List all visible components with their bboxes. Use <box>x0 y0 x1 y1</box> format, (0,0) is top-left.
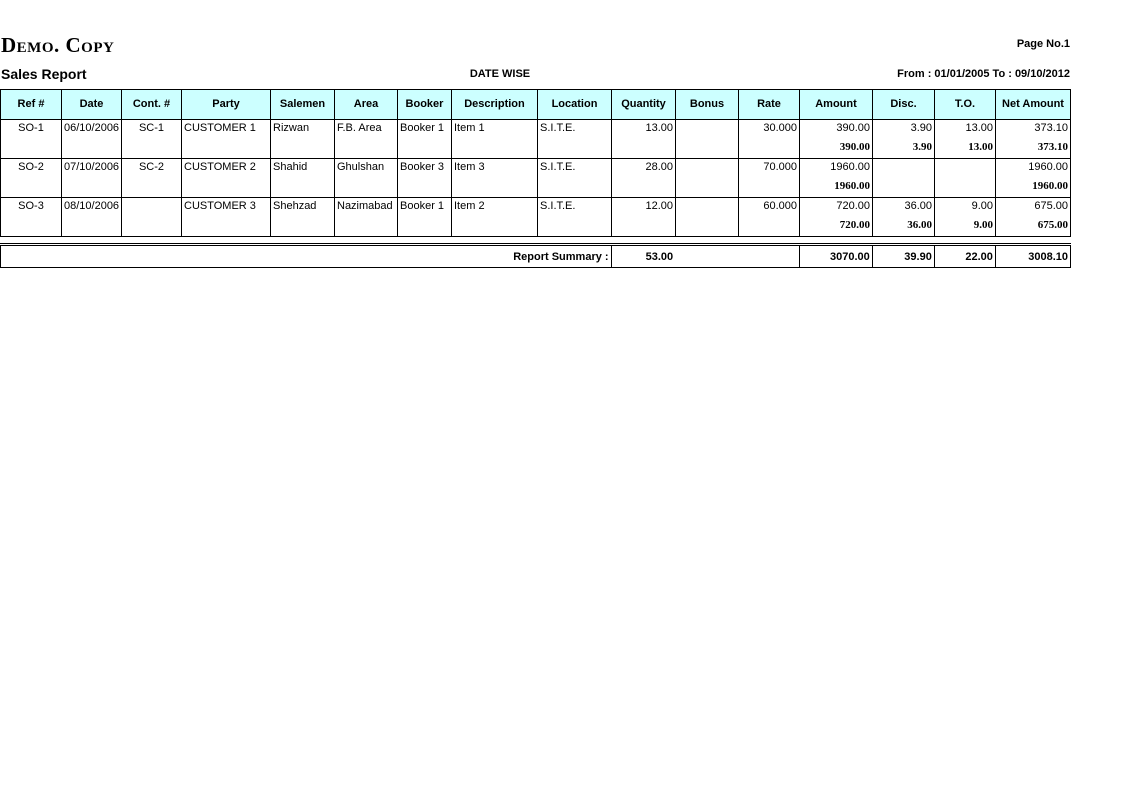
cell-party: CUSTOMER 1 <box>182 120 271 140</box>
subtotal-empty-cell <box>398 217 452 237</box>
table-header-row <box>1 90 1071 120</box>
date-range: From : 01/01/2005 To : 09/10/2012 <box>897 68 1070 80</box>
subtotal-empty-cell <box>452 217 538 237</box>
cell-disc <box>873 159 935 179</box>
subtotal-empty-cell <box>62 178 122 198</box>
cell-party: CUSTOMER 2 <box>182 159 271 179</box>
cell-location: S.I.T.E. <box>538 120 612 140</box>
cell-to <box>935 159 996 179</box>
subtotal-to: 13.00 <box>935 139 996 159</box>
subtotal-empty-cell <box>62 139 122 159</box>
table-row <box>1 159 1071 179</box>
subtotal-empty-cell <box>182 178 271 198</box>
col-header-salesman: Salemen <box>271 90 335 120</box>
subtotal-empty-cell <box>612 217 676 237</box>
subtotal-disc <box>873 178 935 198</box>
cell-ref: SO-2 <box>1 159 62 179</box>
col-header-location: Location <box>538 90 612 120</box>
col-header-description: Description <box>452 90 538 120</box>
sales-table <box>0 89 1071 237</box>
demo-copy-title: Demo. Copy <box>1 33 115 57</box>
cell-net: 373.10 <box>996 120 1071 140</box>
cell-rate: 30.000 <box>739 120 800 140</box>
cell-booker: Booker 1 <box>398 120 452 140</box>
subtotal-empty-cell <box>452 139 538 159</box>
cell-date: 07/10/2006 <box>62 159 122 179</box>
report-subtitle: DATE WISE <box>469 68 531 80</box>
summary-divider <box>0 243 1071 244</box>
cell-area: F.B. Area <box>335 120 398 140</box>
summary-spacer <box>675 246 799 268</box>
subtotal-empty-cell <box>612 178 676 198</box>
subtotal-empty-cell <box>739 217 800 237</box>
col-header-date: Date <box>62 90 122 120</box>
cell-cont: SC-2 <box>122 159 182 179</box>
cell-amount: 390.00 <box>800 120 873 140</box>
subtotal-empty-cell <box>398 139 452 159</box>
report-summary-row <box>0 245 1071 268</box>
subtotal-empty-cell <box>1 139 62 159</box>
col-header-bonus: Bonus <box>676 90 739 120</box>
cell-quantity: 13.00 <box>612 120 676 140</box>
cell-date: 06/10/2006 <box>62 120 122 140</box>
subtotal-net: 373.10 <box>996 139 1071 159</box>
cell-salesman: Shahid <box>271 159 335 179</box>
cell-description: Item 3 <box>452 159 538 179</box>
cell-area: Nazimabad <box>335 198 398 218</box>
table-row-subtotal <box>1 139 1071 159</box>
subtotal-empty-cell <box>612 139 676 159</box>
page-number: Page No.1 <box>1016 38 1070 50</box>
cell-bonus <box>676 198 739 218</box>
subtotal-net: 1960.00 <box>996 178 1071 198</box>
summary-quantity: 53.00 <box>611 246 675 268</box>
col-header-amount: Amount <box>800 90 873 120</box>
subtotal-empty-cell <box>182 139 271 159</box>
cell-net: 1960.00 <box>996 159 1071 179</box>
subtotal-empty-cell <box>538 217 612 237</box>
col-header-to: T.O. <box>935 90 996 120</box>
subtotal-to: 9.00 <box>935 217 996 237</box>
subtotal-amount: 390.00 <box>800 139 873 159</box>
col-header-cont: Cont. # <box>122 90 182 120</box>
subtotal-empty-cell <box>62 217 122 237</box>
subtotal-empty-cell <box>1 217 62 237</box>
subtotal-amount: 1960.00 <box>800 178 873 198</box>
col-header-area: Area <box>335 90 398 120</box>
table-row <box>1 120 1071 140</box>
subtotal-empty-cell <box>1 178 62 198</box>
cell-cont: SC-1 <box>122 120 182 140</box>
subtotal-disc: 3.90 <box>873 139 935 159</box>
cell-description: Item 1 <box>452 120 538 140</box>
cell-quantity: 12.00 <box>612 198 676 218</box>
subtotal-amount: 720.00 <box>800 217 873 237</box>
subtotal-empty-cell <box>335 178 398 198</box>
subtotal-empty-cell <box>452 178 538 198</box>
subtotal-empty-cell <box>676 217 739 237</box>
subtotal-empty-cell <box>398 178 452 198</box>
cell-salesman: Shehzad <box>271 198 335 218</box>
summary-label: Report Summary : <box>1 246 612 268</box>
subtotal-empty-cell <box>271 139 335 159</box>
cell-booker: Booker 3 <box>398 159 452 179</box>
subtotal-net: 675.00 <box>996 217 1071 237</box>
cell-cont <box>122 198 182 218</box>
subtotal-empty-cell <box>676 139 739 159</box>
cell-disc: 3.90 <box>873 120 935 140</box>
subtotal-empty-cell <box>335 139 398 159</box>
cell-ref: SO-1 <box>1 120 62 140</box>
cell-location: S.I.T.E. <box>538 159 612 179</box>
col-header-quantity: Quantity <box>612 90 676 120</box>
subtotal-empty-cell <box>739 139 800 159</box>
summary-amount: 3070.00 <box>799 246 872 268</box>
cell-bonus <box>676 159 739 179</box>
col-header-net-amount: Net Amount <box>996 90 1071 120</box>
summary-to: 22.00 <box>934 246 995 268</box>
cell-salesman: Rizwan <box>271 120 335 140</box>
subtotal-empty-cell <box>122 139 182 159</box>
subtotal-empty-cell <box>538 178 612 198</box>
cell-amount: 1960.00 <box>800 159 873 179</box>
subtotal-empty-cell <box>271 217 335 237</box>
cell-description: Item 2 <box>452 198 538 218</box>
summary-net-amount: 3008.10 <box>995 246 1070 268</box>
subtotal-empty-cell <box>271 178 335 198</box>
col-header-rate: Rate <box>739 90 800 120</box>
cell-bonus <box>676 120 739 140</box>
cell-amount: 720.00 <box>800 198 873 218</box>
cell-rate: 70.000 <box>739 159 800 179</box>
report-title: Sales Report <box>1 66 87 82</box>
subtotal-empty-cell <box>122 217 182 237</box>
table-row <box>1 198 1071 218</box>
subtotal-to <box>935 178 996 198</box>
subtotal-empty-cell <box>182 217 271 237</box>
table-row-subtotal <box>1 178 1071 198</box>
summary-disc: 39.90 <box>872 246 934 268</box>
col-header-disc: Disc. <box>873 90 935 120</box>
col-header-ref: Ref # <box>1 90 62 120</box>
col-header-booker: Booker <box>398 90 452 120</box>
cell-party: CUSTOMER 3 <box>182 198 271 218</box>
subtotal-empty-cell <box>538 139 612 159</box>
cell-ref: SO-3 <box>1 198 62 218</box>
subtotal-empty-cell <box>122 178 182 198</box>
cell-date: 08/10/2006 <box>62 198 122 218</box>
cell-booker: Booker 1 <box>398 198 452 218</box>
cell-to: 9.00 <box>935 198 996 218</box>
cell-disc: 36.00 <box>873 198 935 218</box>
subtotal-empty-cell <box>676 178 739 198</box>
col-header-party: Party <box>182 90 271 120</box>
cell-location: S.I.T.E. <box>538 198 612 218</box>
cell-net: 675.00 <box>996 198 1071 218</box>
subtotal-empty-cell <box>739 178 800 198</box>
cell-area: Ghulshan <box>335 159 398 179</box>
subtotal-disc: 36.00 <box>873 217 935 237</box>
cell-to: 13.00 <box>935 120 996 140</box>
subtotal-empty-cell <box>335 217 398 237</box>
table-row-subtotal <box>1 217 1071 237</box>
cell-rate: 60.000 <box>739 198 800 218</box>
cell-quantity: 28.00 <box>612 159 676 179</box>
